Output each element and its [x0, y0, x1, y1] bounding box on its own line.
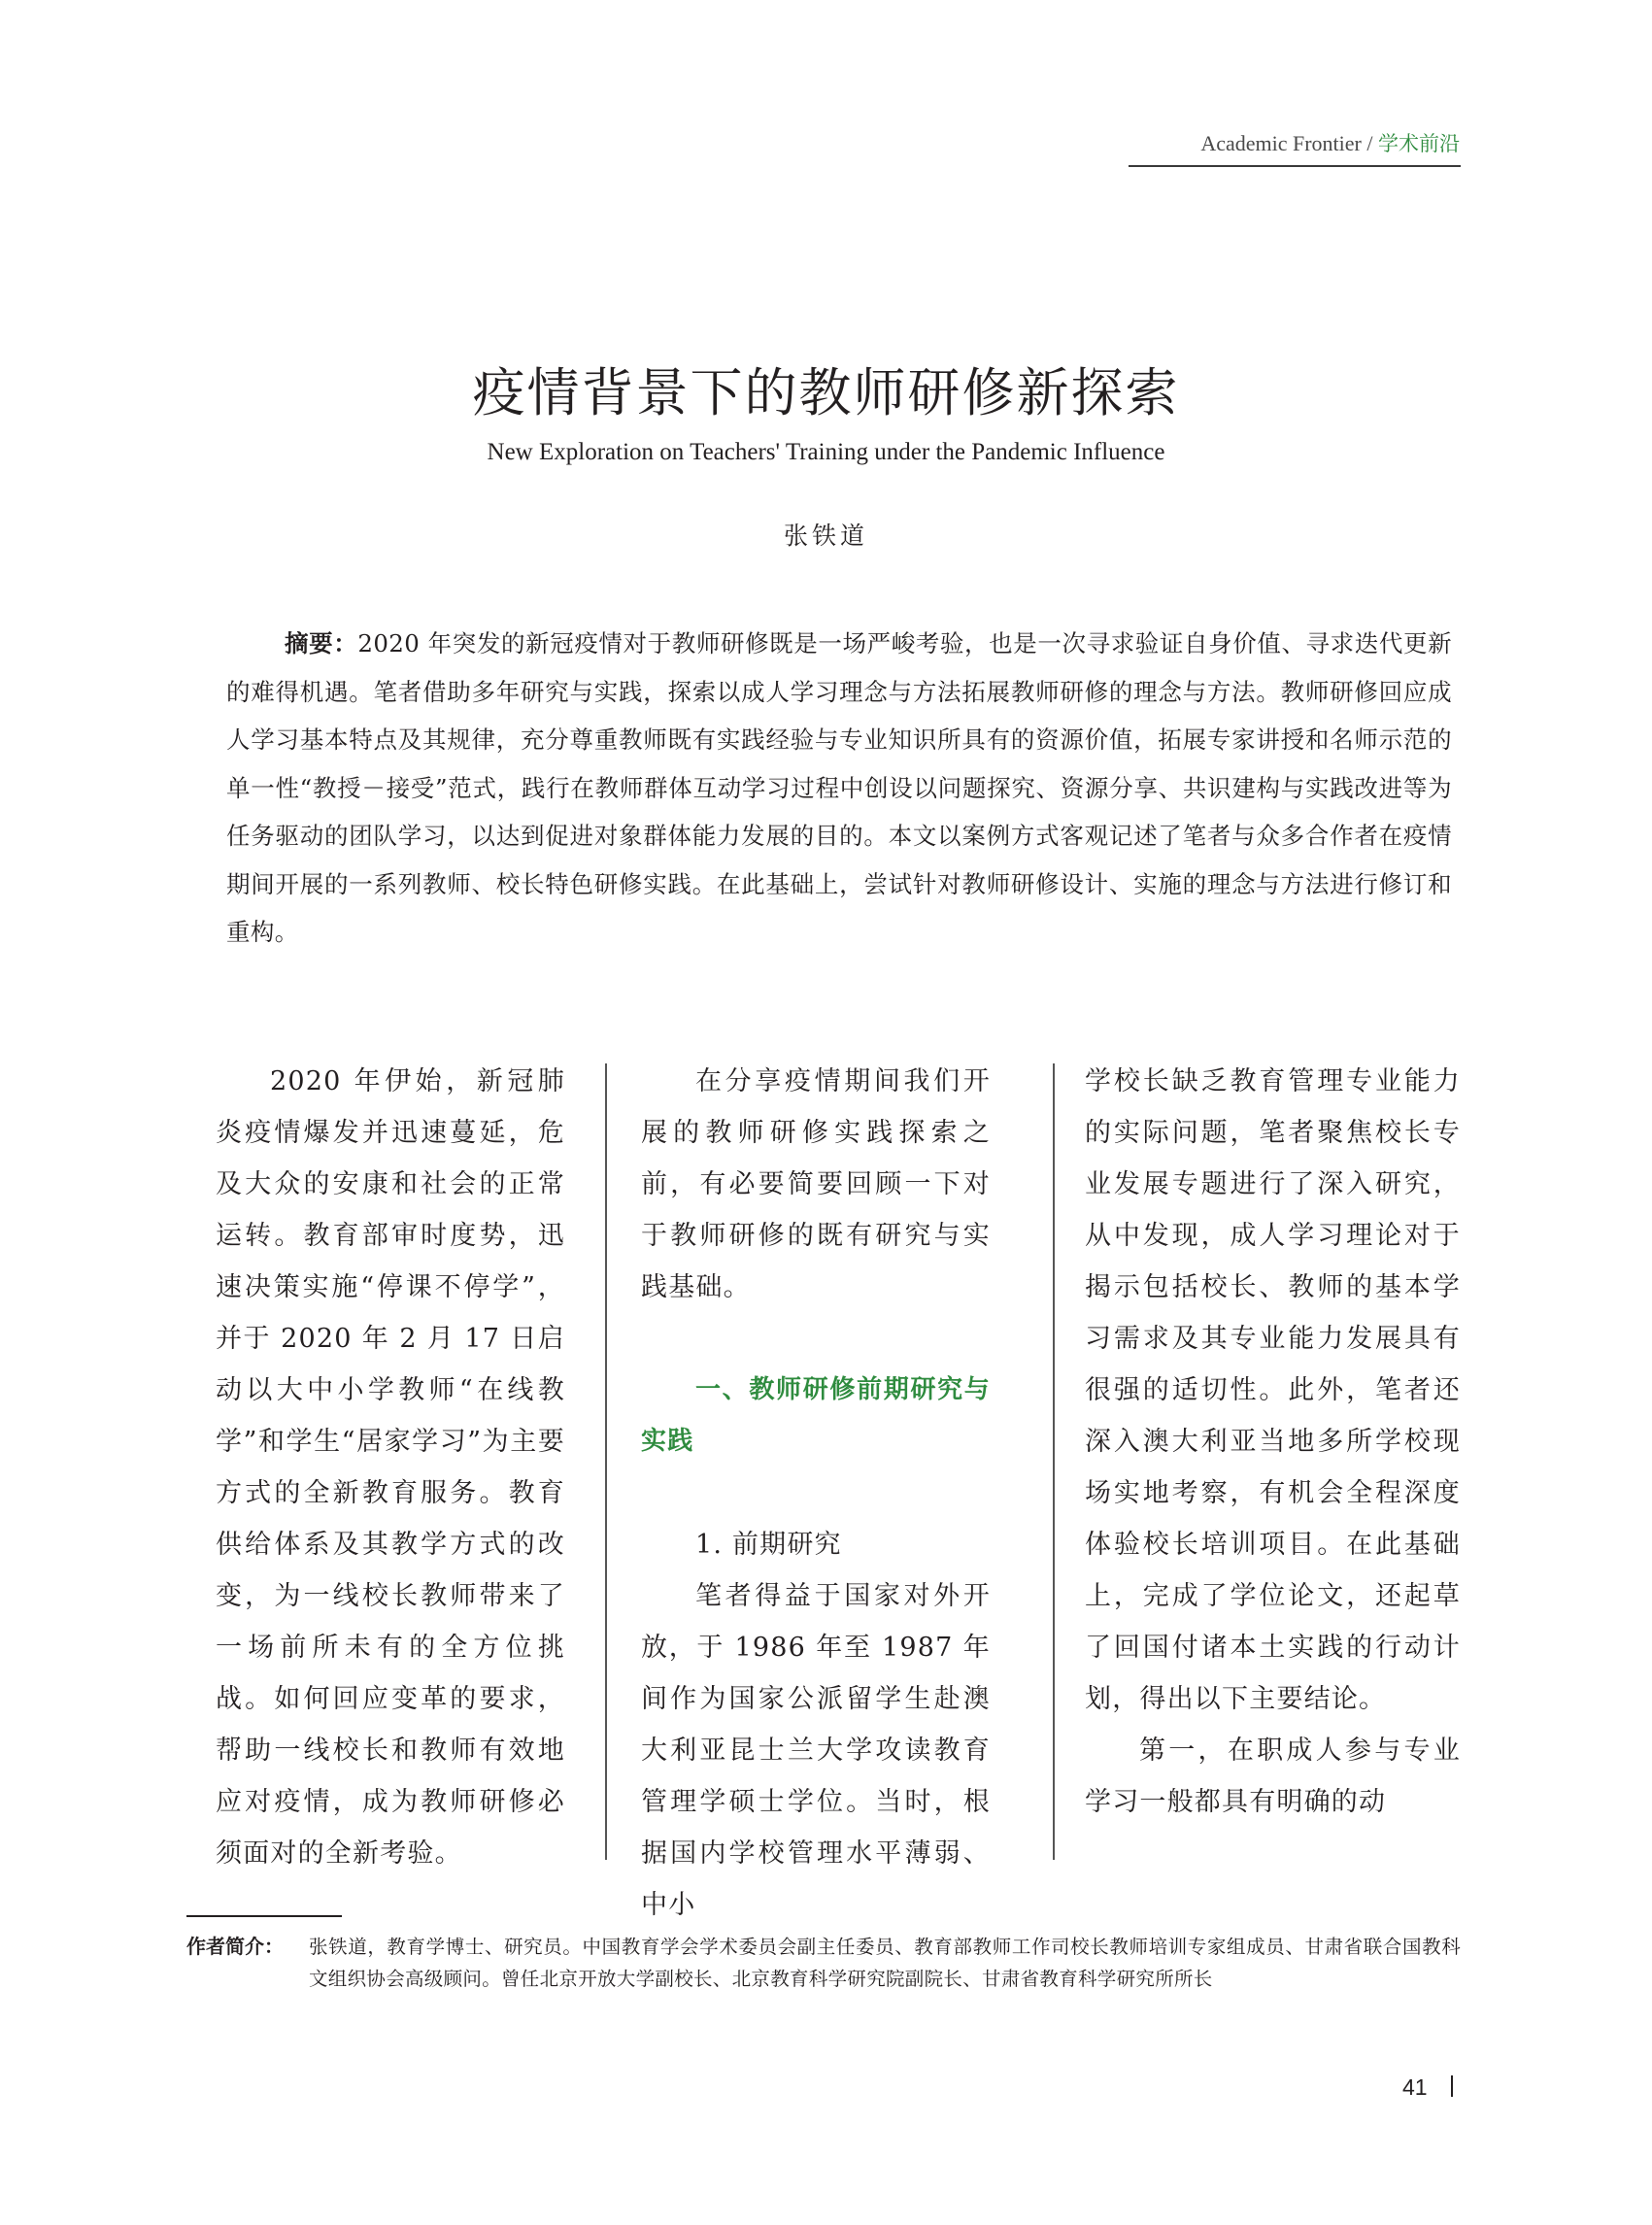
paragraph: 2020 年伊始，新冠肺炎疫情爆发并迅速蔓延，危及大众的安康和社会的正常运转。教育部审时度势，迅速决策实施“停课不停学”，并于 2020 年 2 月 17 日启动以大中小学教师“在线教学”和学生“居家学习”为主要方式的全新教育服务。教育供给体系及其教学方式的改变，为一线校长教师带来了一场前所未有的全方位挑战。如何回应变革的要求，帮助一线校长和教师有效地应对疫情，成为教师研修必须面对的全新考验。: [216, 1066, 565, 1869]
running-head-section-en: Academic Frontier /: [1200, 131, 1373, 155]
paragraph: 在分享疫情期间我们开展的教师研修实践探索之前，有必要简要回顾一下对于教师研修的既有研究与实践基础。: [641, 1066, 991, 1302]
abstract-text: 2020 年突发的新冠疫情对于教师研修既是一场严峻考验，也是一次寻求验证自身价值、寻求迭代更新的难得机遇。笔者借助多年研究与实践，探索以成人学习理念与方法拓展教师研修的理念与方法。教师研修回应成人学习基本特点及其规律，充分尊重教师既有实践经验与专业知识所具有的资源价值，拓展专家讲授和名师示范的单一性“教授－接受”范式，践行在教师群体互动学习过程中创设以问题探究、资源分享、共识建构与实践改进等为任务驱动的团队学习，以达到促进对象群体能力发展的目的。本文以案例方式客观记述了笔者与众多合作者在疫情期间开展的一系列教师、校长特色研修实践。在此基础上，尝试针对教师研修设计、实施的理念与方法进行修订和重构。: [226, 629, 1452, 946]
body-column-1: [216, 1056, 565, 1879]
article-title: 疫情背景下的教师研修新探索: [472, 362, 1180, 423]
running-head-section-zh: 学术前沿: [1378, 132, 1460, 155]
paragraph: 笔者得益于国家对外开放，于 1986 年至 1987 年间作为国家公派留学生赴澳大利亚昆士兰大学攻读教育管理学硕士学位。当时，根据国内学校管理水平薄弱、中小: [641, 1581, 991, 1920]
body-column-2: [641, 1056, 991, 1931]
section-heading: 一、教师研修前期研究与实践: [641, 1375, 991, 1456]
body-column-3: [1085, 1056, 1461, 1828]
running-head-rule: [1129, 165, 1461, 167]
abstract: [226, 620, 1452, 957]
paragraph: 第一，在职成人参与专业学习一般都具有明确的动: [1085, 1736, 1461, 1817]
author-footnote: [186, 1931, 1461, 1995]
article-title-en: New Exploration on Teachers' Training under the Pandemic Influence: [487, 439, 1165, 465]
abstract-label: 摘要：: [285, 629, 358, 657]
paragraph: 学校长缺乏教育管理专业能力的实际问题，笔者聚焦校长专业发展专题进行了深入研究，从中发现，成人学习理论对于揭示包括校长、教师的基本学习需求及其专业能力发展具有很强的适切性。此外，笔者还深入澳大利亚当地多所学校现场实地考察，有机会全程深度体验校长培训项目。在此基础上，完成了学位论文，还起草了回国付诸本土实践的行动计划，得出以下主要结论。: [1085, 1066, 1461, 1714]
footnote-text: 张铁道，教育学博士、研究员。中国教育学会学术委员会副主任委员、教育部教师工作司校长教师培训专家组成员、甘肃省联合国教科文组织协会高级顾问。曾任北京开放大学副校长、北京教育科学研究院副院长、甘肃省教育科学研究所所长: [309, 1936, 1461, 1990]
subsection-heading: 1. 前期研究: [695, 1530, 842, 1560]
footnote-rule: [186, 1915, 342, 1917]
column-divider: [1053, 1063, 1055, 1860]
footnote-label: 作者简介：: [186, 1935, 284, 1958]
column-divider: [605, 1063, 607, 1860]
page-number: 41: [1402, 2074, 1428, 2100]
page-number-bar: [1451, 2075, 1453, 2097]
running-head: [1200, 128, 1460, 157]
article-author: 张铁道: [783, 522, 868, 550]
